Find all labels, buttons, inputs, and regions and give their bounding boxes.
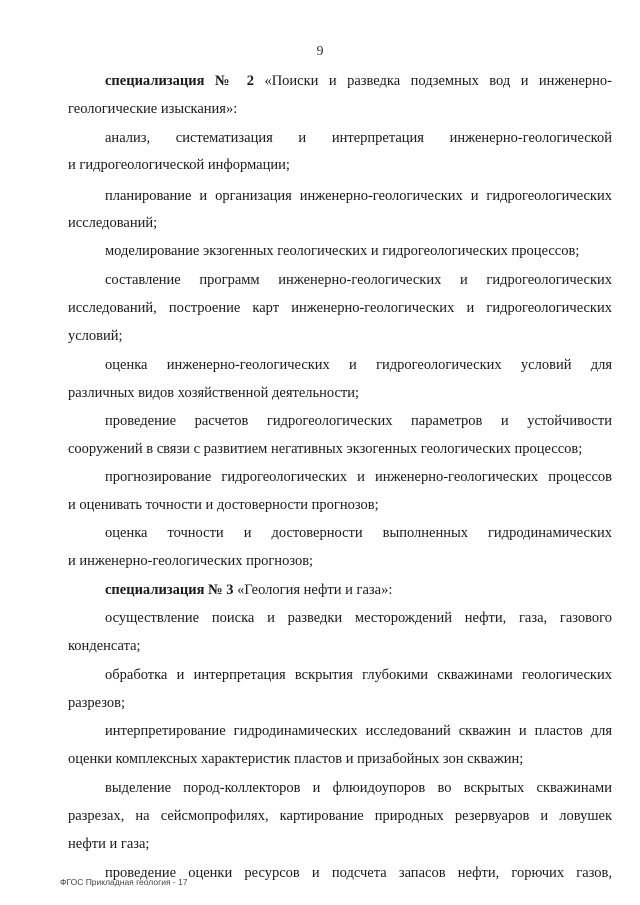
specialization-heading: специализация № 3	[105, 582, 234, 598]
text-line: сооружений в связи с развитием негативных экзогенных геологических процессов;	[68, 441, 583, 457]
text-line: разрезах, на сейсмопрофилях, картирование природных резервуаров и ловушек	[68, 808, 612, 824]
text-line: проведение оценки ресурсов и подсчета запасов нефти, горючих газов,	[105, 865, 612, 881]
text-line: анализ, систематизация и интерпретация инженерно-геологической	[105, 130, 612, 146]
text-line: оценки комплексных характеристик пластов и призабойных зон скважин;	[68, 751, 524, 767]
text-line: специализация № 3 «Геология нефти и газа»:	[105, 582, 393, 598]
text-line: специализация № 2 «Поиски и разведка подземных вод и инженерно-	[105, 73, 612, 89]
specialization-heading: специализация № 2	[105, 73, 254, 89]
text-line: оценка инженерно-геологических и гидрогеологических условий для	[105, 357, 612, 373]
page-footer: ФГОС Прикладная геология - 17	[60, 877, 188, 887]
text-line: проведение расчетов гидрогеологических параметров и устойчивости	[105, 413, 612, 429]
text-line: нефти и газа;	[68, 836, 150, 852]
text-line: оценка точности и достоверности выполненных гидродинамических	[105, 525, 612, 541]
text-line: прогнозирование гидрогеологических и инженерно-геологических процессов	[105, 469, 612, 485]
text-line: обработка и интерпретация вскрытия глубокими скважинами геологических	[105, 667, 612, 683]
text-line: исследований, построение карт инженерно-геологических и гидрогеологических	[68, 300, 612, 316]
text-line: и гидрогеологической информации;	[68, 157, 290, 173]
text-line: осуществление поиска и разведки месторождений нефти, газа, газового	[105, 610, 612, 626]
text-line: различных видов хозяйственной деятельности;	[68, 385, 360, 401]
text-line: составление программ инженерно-геологических и гидрогеологических	[105, 272, 612, 288]
text-line: геологические изыскания»:	[68, 101, 238, 117]
text-line: и инженерно-геологических прогнозов;	[68, 553, 314, 569]
text-line: разрезов;	[68, 695, 126, 711]
text-line: исследований;	[68, 215, 158, 231]
text-line: интерпретирование гидродинамических исследований скважин и пластов для	[105, 723, 612, 739]
text-line: конденсата;	[68, 638, 141, 654]
text-line: выделение пород-коллекторов и флюидоупоров во вскрытых скважинами	[105, 780, 612, 796]
text-line: и оценивать точности и достоверности прогнозов;	[68, 497, 379, 513]
text-line: планирование и организация инженерно-геологических и гидрогеологических	[105, 188, 612, 204]
text-line: моделирование экзогенных геологических и гидрогеологических процессов;	[105, 243, 580, 259]
page-number: 9	[316, 44, 324, 59]
text-line: условий;	[68, 328, 123, 344]
